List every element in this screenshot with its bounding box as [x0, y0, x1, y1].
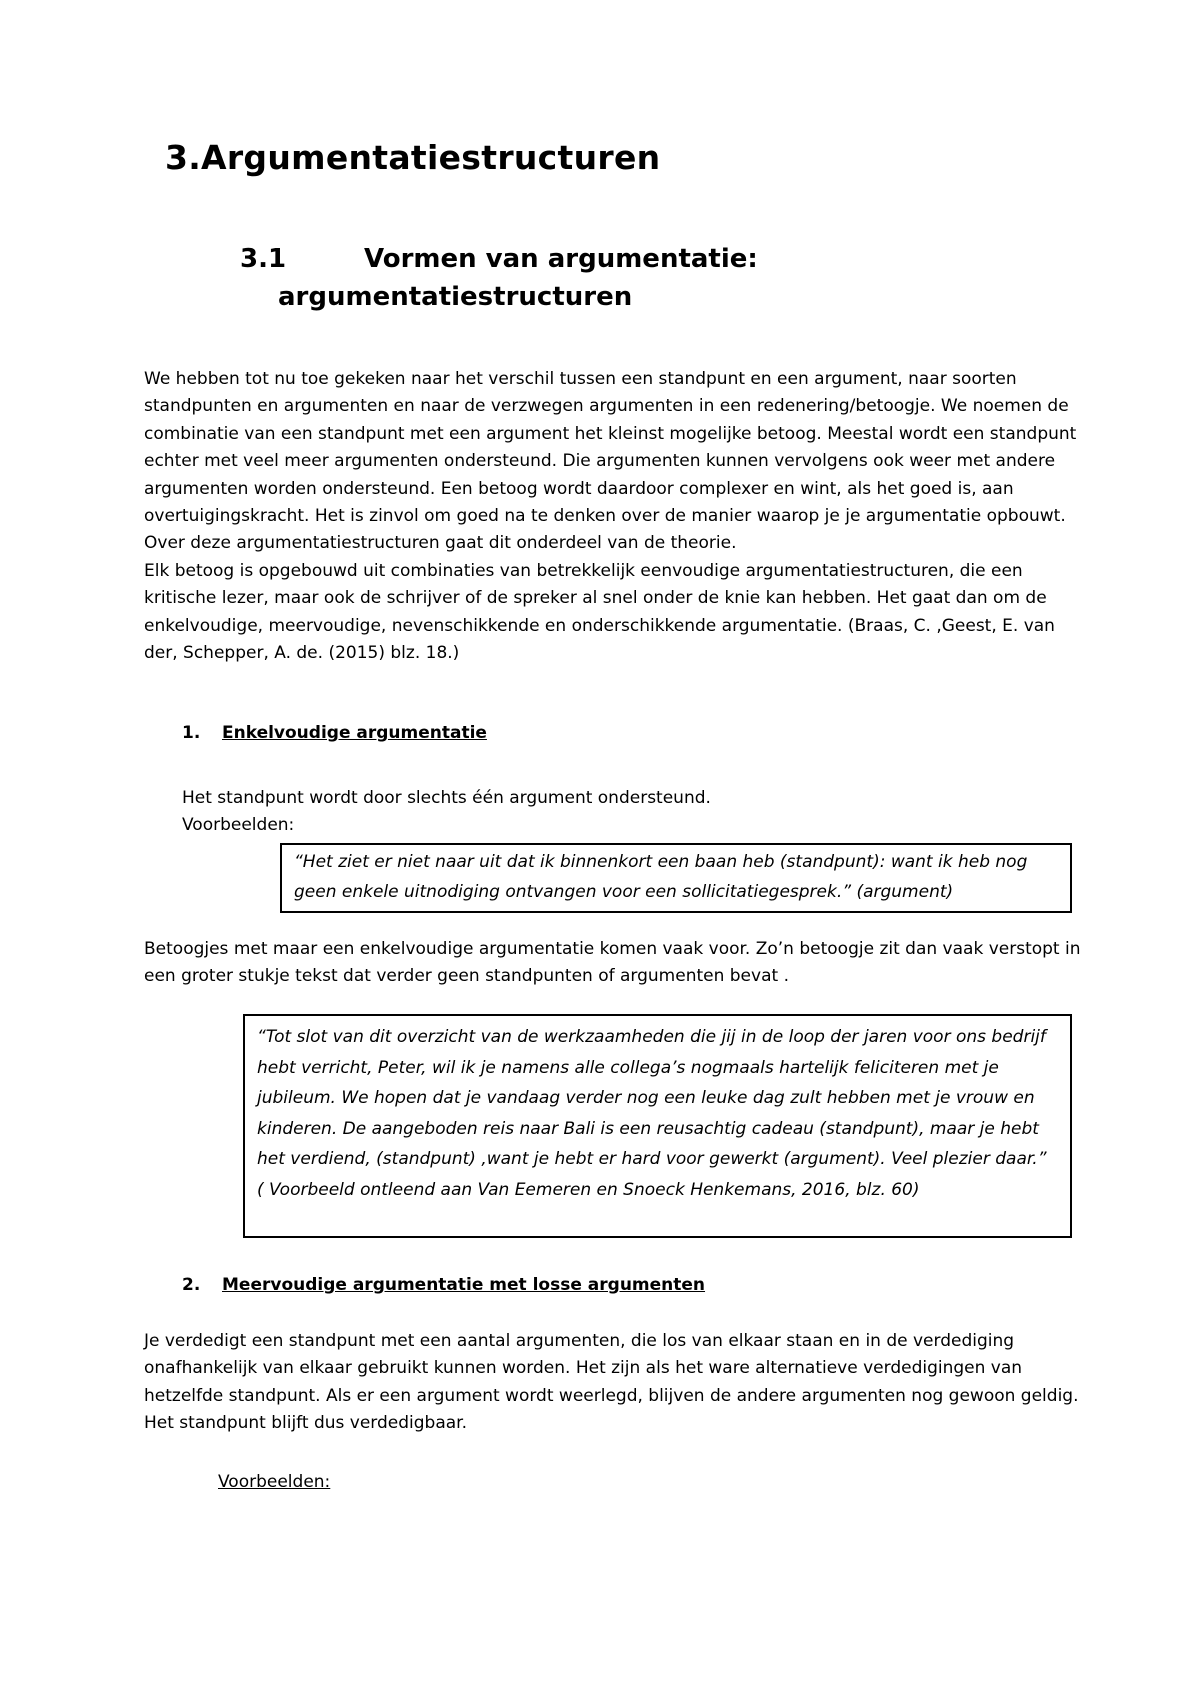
item1-heading [182, 723, 487, 743]
intro-paragraph-2: Elk betoog is opgebouwd uit combinaties van betrekkelijk eenvoudige argumentatiestructuren, die een kritische lezer, maar ook de schrijver of de spreker al snel onder de knie kan hebben. Het gaat dan om de enkelvoudige, meervoudige, nevenschikkende en onderschikkende argumentatie. (Braas, C. ,Geest, E. van der, Schepper, A. de. (2015) blz. 18.) [144, 560, 1055, 664]
item1-example-quote [280, 843, 1072, 913]
item1-number: 1. [182, 723, 201, 743]
chapter-heading [165, 138, 660, 177]
item1-quote2-text: “Tot slot van dit overzicht van de werkzaamheden die jij in de loop der jaren voor ons bedrijf hebt verricht, Peter, wil ik je namens alle collega’s nogmaals hartelijk feliciteren met je jubileum. We hopen dat je vandaag verder nog een leuke dag zult hebben met je vrouw en kinderen. De aangeboden reis naar Bali is een reusachtig cadeau (standpunt), maar je hebt het verdiend, (standpunt) ,want je hebt er hard voor gewerkt (argument). Veel plezier daar.” ( Voorbeeld ontleend aan Van Eemeren en Snoeck Henkemans, 2016, blz. 60) [257, 1027, 1047, 1200]
item1-followup-text: Betoogjes met maar een enkelvoudige argumentatie komen vaak voor. Zo’n betoogje zit dan vaak verstopt in een groter stukje tekst dat verder geen standpunten of argumenten bevat . [144, 939, 1081, 987]
item1-examples-label: Voorbeelden: [182, 815, 295, 836]
item1-example-quote-2 [243, 1014, 1072, 1238]
item1-followup [144, 936, 1084, 991]
item2-description: Je verdedigt een standpunt met een aantal argumenten, die los van elkaar staan en in de verdediging onafhankelijk van elkaar gebruikt kunnen worden. Het zijn als het ware alternatieve verdedigingen van hetzelfde standpunt. Als er een argument wordt weerlegd, blijven de andere argumenten nog gewoon geldig. Het standpunt blijft dus verdedigbaar. [144, 1331, 1079, 1434]
section-title-line1: Vormen van argumentatie: [364, 244, 758, 274]
section-heading [240, 240, 758, 316]
item2-heading [182, 1275, 705, 1295]
chapter-number: 3. [165, 138, 202, 177]
intro-paragraph-1: We hebben tot nu toe gekeken naar het verschil tussen een standpunt en een argument, naar soorten standpunten en argumenten en naar de verzwegen argumenten in een redenering/betoogje. We noemen de combinatie van een standpunt met een argument het kleinst mogelijke betoog. Meestal wordt een standpunt echter met veel meer argumenten ondersteund. Die argumenten kunnen vervolgens ook weer met andere argumenten worden ondersteund. Een betoog wordt daardoor complexer en wint, als het goed is, aan overtuigingskracht. Het is zinvol om goed na te denken over de manier waarop je je argumentatie opbouwt. Over deze argumentatiestructuren gaat dit onderdeel van de theorie. [144, 369, 1077, 554]
item1-description: Het standpunt wordt door slechts één argument ondersteund. [182, 788, 711, 808]
item2-body [144, 1328, 1084, 1438]
section-title-line2: argumentatiestructuren [278, 282, 633, 312]
intro-text [144, 366, 1084, 667]
section-number: 3.1 [240, 244, 287, 274]
item1-title: Enkelvoudige argumentatie [222, 723, 487, 743]
item2-number: 2. [182, 1275, 201, 1295]
item2-title: Meervoudige argumentatie met losse argumenten [222, 1275, 706, 1295]
item1-body [182, 785, 1082, 840]
item2-examples [218, 1469, 1118, 1496]
item1-quote-text: “Het ziet er niet naar uit dat ik binnenkort een baan heb (standpunt): want ik heb nog geen enkele uitnodiging ontvangen voor een sollicitatiegesprek.” (argument) [294, 852, 1028, 902]
item2-examples-label: Voorbeelden: [218, 1472, 331, 1492]
chapter-title: Argumentatiestructuren [201, 138, 661, 177]
